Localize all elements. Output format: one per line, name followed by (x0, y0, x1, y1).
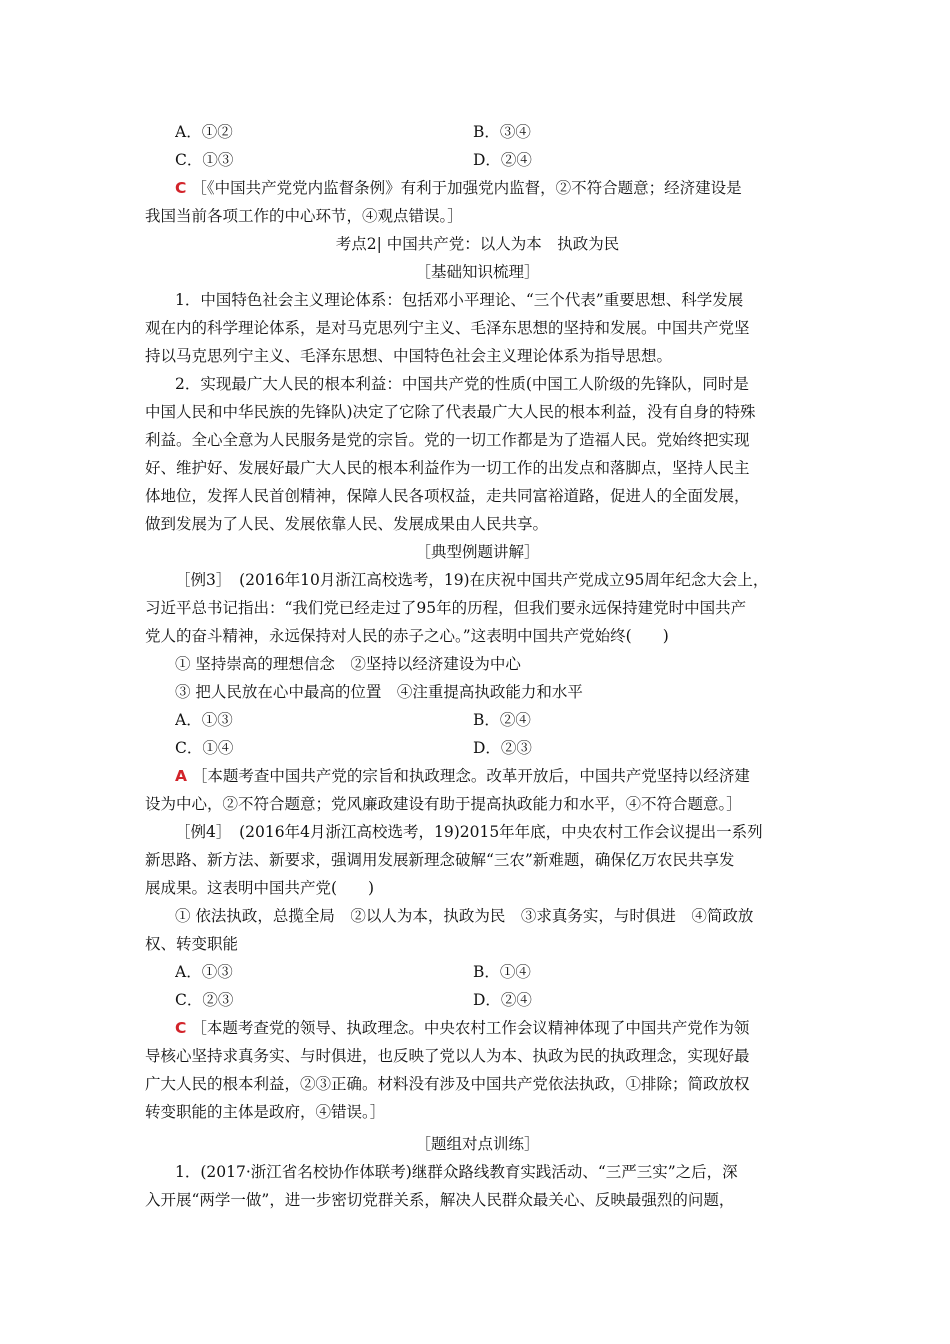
paragraph-line: 我国当前各项工作的中心环节，④观点错误。］ (145, 207, 463, 225)
paragraph-line: 利益。全心全意为人民服务是党的宗旨。党的一切工作都是为了造福人民。党始终把实现 (145, 431, 750, 449)
subsection-heading: ［基础知识梳理］ (415, 263, 540, 281)
example-question: ［例3］ (2016年10月浙江高校选考，19)在庆祝中国共产党成立95周年纪念大会上， (175, 571, 769, 589)
option-b: B．①④ (473, 963, 531, 981)
paragraph-line: 1．中国特色社会主义理论体系：包括邓小平理论、“三个代表”重要思想、科学发展 (175, 291, 744, 309)
answer-explanation: C ［本题考查党的领导、执政理念。中央农村工作会议精神体现了中国共产党作为领 (175, 1019, 750, 1037)
option-b: B．③④ (473, 123, 531, 141)
option-c: C．①④ (175, 739, 234, 757)
practice-question: 1．(2017·浙江省名校协作体联考)继群众路线教育实践活动、“三严三实”之后，深 (175, 1163, 738, 1181)
paragraph-line: 党人的奋斗精神，永远保持对人民的赤子之心。”这表明中国共产党始终( ) (145, 627, 669, 645)
statement-line: 权、转变职能 (145, 935, 239, 953)
paragraph-line: 习近平总书记指出：“我们党已经走过了95年的历程，但我们要永远保持建党时中国共产 (145, 599, 747, 617)
paragraph-line: 转变职能的主体是政府，④错误。］ (145, 1103, 386, 1121)
paragraph-line: 观在内的科学理论体系，是对马克思列宁主义、毛泽东思想的坚持和发展。中国共产党坚 (145, 319, 750, 337)
option-d: D．②④ (473, 991, 532, 1009)
answer-explanation: A ［本题考查中国共产党的宗旨和执政理念。改革开放后，中国共产党坚持以经济建 (175, 767, 750, 785)
paragraph-line: 导核心坚持求真务实、与时俱进，也反映了党以人为本、执政为民的执政理念，实现好最 (145, 1047, 750, 1065)
option-c: C．①③ (175, 151, 234, 169)
answer-explanation: C ［《中国共产党党内监督条例》有利于加强党内监督，②不符合题意；经济建设是 (175, 179, 742, 197)
option-a: A．①③ (175, 711, 233, 729)
statement-line: ③ 把人民放在心中最高的位置 ④注重提高执政能力和水平 (175, 683, 583, 701)
paragraph-line: 持以马克思列宁主义、毛泽东思想、中国特色社会主义理论体系为指导思想。 (145, 347, 673, 365)
paragraph-line: 入开展“两学一做”，进一步密切党群关系，解决人民群众最关心、反映最强烈的问题， (145, 1191, 735, 1209)
paragraph-line: 新思路、新方法、新要求，强调用发展新理念破解“三农”新难题，确保亿万农民共享发 (145, 851, 735, 869)
option-b: B．②④ (473, 711, 531, 729)
paragraph-line: 好、维护好、发展好最广大人民的根本利益作为一切工作的出发点和落脚点，坚持人民主 (145, 459, 750, 477)
answer-mark: A (175, 767, 187, 785)
answer-mark: C (175, 179, 187, 197)
paragraph-line: 广大人民的根本利益，②③正确。材料没有涉及中国共产党依法执政，①排除；简政放权 (145, 1075, 750, 1093)
option-d: D．②③ (473, 739, 532, 757)
answer-mark: C (175, 1019, 187, 1037)
option-c: C．②③ (175, 991, 234, 1009)
paragraph-line: 中国人民和中华民族的先锋队)决定了它除了代表最广大人民的根本利益，没有自身的特殊 (145, 403, 756, 421)
paragraph-line: 设为中心，②不符合题意；党风廉政建设有助于提高执政能力和水平，④不符合题意。］ (145, 795, 742, 813)
statement-line: ① 依法执政，总揽全局 ②以人为本，执政为民 ③求真务实，与时俱进 ④简政放 (175, 907, 754, 925)
subsection-heading: ［题组对点训练］ (415, 1135, 540, 1153)
paragraph-line: 2．实现最广大人民的根本利益：中国共产党的性质(中国工人阶级的先锋队，同时是 (175, 375, 749, 393)
option-d: D．②④ (473, 151, 532, 169)
statement-line: ① 坚持崇高的理想信念 ②坚持以经济建设为中心 (175, 655, 521, 673)
paragraph-line: 展成果。这表明中国共产党( ) (145, 879, 375, 897)
paragraph-line: 体地位，发挥人民首创精神，保障人民各项权益，走共同富裕道路，促进人的全面发展， (145, 487, 750, 505)
subsection-heading: ［典型例题讲解］ (415, 543, 540, 561)
option-a: A．①③ (175, 963, 233, 981)
section-heading: 考点2| 中国共产党：以人为本 执政为民 (335, 235, 620, 253)
paragraph-line: 做到发展为了人民、发展依靠人民、发展成果由人民共享。 (145, 515, 549, 533)
example-question: ［例4］ (2016年4月浙江高校选考，19)2015年年底，中央农村工作会议提出一系列 (175, 823, 763, 841)
option-a: A．①② (175, 123, 233, 141)
